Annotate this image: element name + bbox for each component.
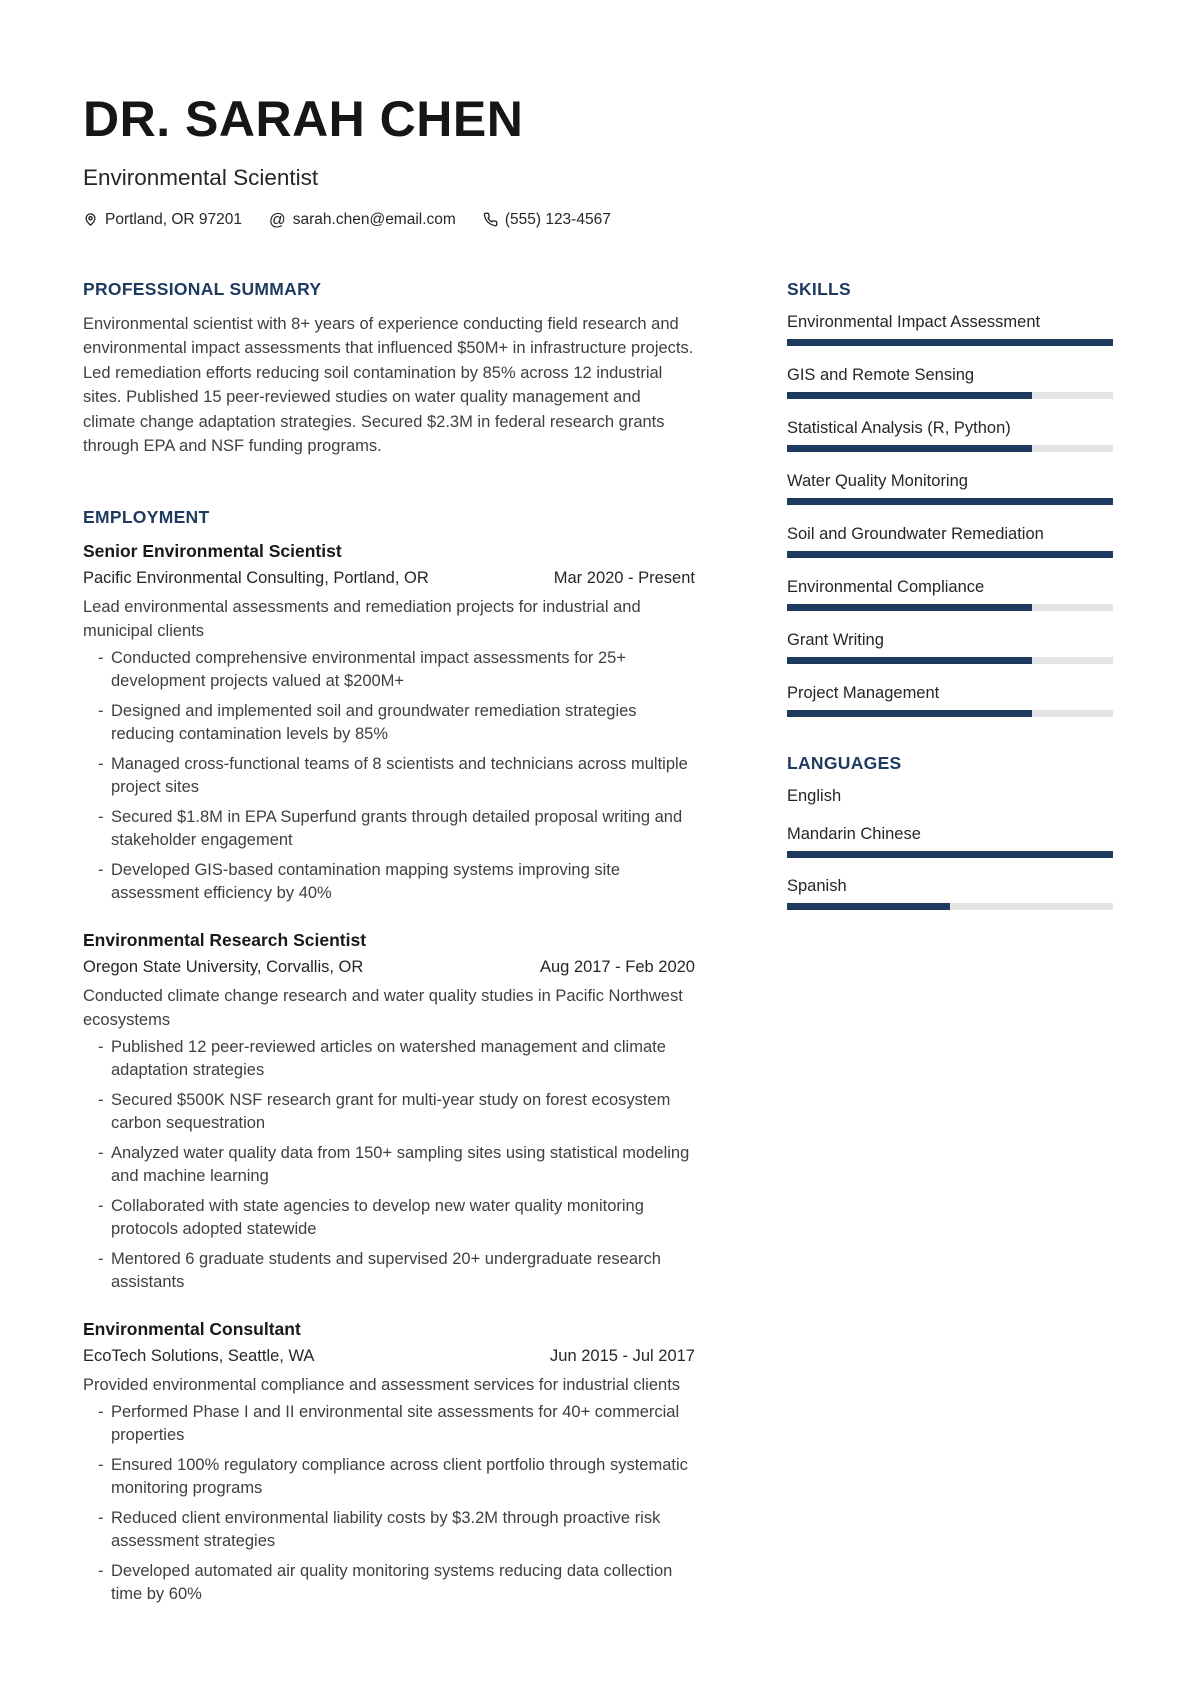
- job-meta: [83, 957, 695, 978]
- main-column: [83, 279, 695, 1630]
- bullet-item: - Ensured 100% regulatory compliance across client portfolio through systematic monitoring programs: [83, 1454, 695, 1501]
- contact-phone: [483, 211, 611, 229]
- skill-item: [787, 365, 1113, 399]
- skill-item: [787, 630, 1113, 664]
- skill-bar-fill: [787, 710, 1032, 717]
- language-label: Mandarin Chinese: [787, 824, 921, 843]
- bullet-item: - Published 12 peer-reviewed articles on watershed management and climate adaptation strategies: [83, 1036, 695, 1083]
- bullet-item: - Developed GIS-based contamination mapping systems improving site assessment efficiency by 40%: [83, 859, 695, 906]
- sidebar-column: [787, 279, 1113, 1630]
- job-dates: Aug 2017 - Feb 2020: [539, 957, 695, 976]
- job-company: Pacific Environmental Consulting, Portland, OR: [83, 568, 429, 587]
- language-item: [787, 824, 1113, 858]
- skill-bar: [787, 392, 1113, 399]
- bullet-item: - Analyzed water quality data from 150+ sampling sites using statistical modeling and machine learning: [83, 1142, 695, 1189]
- skill-label: Project Management: [787, 683, 940, 702]
- language-bar-fill: [787, 851, 1113, 858]
- skill-label: Statistical Analysis (R, Python): [787, 418, 1011, 437]
- skill-item: [787, 577, 1113, 611]
- job-description: Conducted climate change research and water quality studies in Pacific Northwest ecosystems: [83, 986, 683, 1029]
- skill-label: GIS and Remote Sensing: [787, 365, 975, 384]
- section-skills: [787, 279, 1113, 717]
- bullet-item: - Secured $1.8M in EPA Superfund grants through detailed proposal writing and stakeholder engagement: [83, 806, 695, 853]
- skill-bar: [787, 604, 1113, 611]
- skill-label: Water Quality Monitoring: [787, 471, 968, 490]
- bullet-item: - Performed Phase I and II environmental site assessments for 40+ commercial properties: [83, 1401, 695, 1448]
- skill-item: [787, 312, 1113, 346]
- job-title: Environmental Research Scientist: [83, 929, 367, 950]
- skill-item: [787, 471, 1113, 505]
- skill-bar-fill: [787, 339, 1113, 346]
- person-job-title: Environmental Scientist: [83, 165, 319, 190]
- contact-location-text: Portland, OR 97201: [105, 210, 243, 228]
- bullet-item: - Mentored 6 graduate students and supervised 20+ undergraduate research assistants: [83, 1248, 695, 1295]
- job-entry: [83, 1318, 695, 1607]
- skill-bar-fill: [787, 657, 1032, 664]
- at-sign-icon: @: [269, 210, 286, 229]
- skills-heading: SKILLS: [787, 278, 852, 299]
- map-pin-icon: [83, 212, 98, 227]
- skill-bar: [787, 657, 1113, 664]
- language-label: English: [787, 786, 842, 805]
- skill-item: [787, 418, 1113, 452]
- language-item: [787, 786, 1113, 806]
- skill-label: Grant Writing: [787, 630, 884, 649]
- content-columns: [83, 279, 1113, 1630]
- person-name: DR. SARAH CHEN: [83, 91, 524, 147]
- job-dates: Jun 2015 - Jul 2017: [550, 1346, 695, 1365]
- job-meta: [83, 1346, 695, 1367]
- job-entry: [83, 929, 695, 1295]
- language-bar: [787, 903, 1113, 910]
- skill-bar: [787, 445, 1113, 452]
- skill-bar-fill: [787, 551, 1113, 558]
- bullet-item: - Designed and implemented soil and groundwater remediation strategies reducing contamination levels by 85%: [83, 700, 695, 747]
- skill-bar: [787, 339, 1113, 346]
- contact-location: [83, 211, 242, 229]
- job-entry: [83, 540, 695, 906]
- bullet-item: - Collaborated with state agencies to develop new water quality monitoring protocols adopted statewide: [83, 1195, 695, 1242]
- job-bullet-list: [83, 647, 695, 906]
- section-languages: [787, 753, 1113, 910]
- language-bar-fill: [787, 903, 950, 910]
- job-company: Oregon State University, Corvallis, OR: [83, 957, 364, 976]
- job-title: Senior Environmental Scientist: [83, 540, 342, 561]
- job-dates: Mar 2020 - Present: [553, 568, 695, 587]
- phone-icon: [483, 212, 498, 227]
- job-company: EcoTech Solutions, Seattle, WA: [83, 1346, 315, 1365]
- summary-text: Environmental scientist with 8+ years of experience conducting field research and environmental impact assessments that influenced $50M+ in infrastructure projects. Led remediation efforts reducing soil contamination by 85% across 12 industrial sites. Published 15 peer-reviewed studies on water quality management and climate change adaptation strategies. Secured $2.3M in federal research grants through EPA and NSF funding programs.: [83, 314, 694, 456]
- skill-label: Soil and Groundwater Remediation: [787, 524, 1044, 543]
- skill-label: Environmental Impact Assessment: [787, 312, 1041, 331]
- languages-heading: LANGUAGES: [787, 752, 902, 773]
- contact-row: [83, 211, 1113, 229]
- skill-bar: [787, 710, 1113, 717]
- resume-header: [83, 91, 1113, 229]
- job-title: Environmental Consultant: [83, 1318, 301, 1339]
- bullet-item: - Developed automated air quality monitoring systems reducing data collection time by 60%: [83, 1560, 695, 1607]
- skill-bar: [787, 498, 1113, 505]
- skill-item: [787, 524, 1113, 558]
- skill-label: Environmental Compliance: [787, 577, 985, 596]
- bullet-item: - Managed cross-functional teams of 8 scientists and technicians across multiple project sites: [83, 753, 695, 800]
- skill-bar-fill: [787, 604, 1032, 611]
- employment-heading: EMPLOYMENT: [83, 506, 210, 527]
- job-description: Lead environmental assessments and remediation projects for industrial and municipal clients: [83, 597, 641, 640]
- language-label: Spanish: [787, 876, 847, 895]
- job-meta: [83, 568, 695, 589]
- contact-phone-text: (555) 123-4567: [504, 210, 611, 228]
- job-description: Provided environmental compliance and assessment services for industrial clients: [83, 1375, 681, 1394]
- contact-email-text: sarah.chen@email.com: [292, 210, 456, 228]
- bullet-item: - Reduced client environmental liability costs by $3.2M through proactive risk assessment strategies: [83, 1507, 695, 1554]
- skill-bar: [787, 551, 1113, 558]
- skill-item: [787, 683, 1113, 717]
- bullet-item: - Conducted comprehensive environmental impact assessments for 25+ development projects valued at $200M+: [83, 647, 695, 694]
- bullet-item: - Secured $500K NSF research grant for multi-year study on forest ecosystem carbon sequestration: [83, 1089, 695, 1136]
- skill-bar-fill: [787, 498, 1113, 505]
- skill-bar-fill: [787, 445, 1032, 452]
- summary-heading: PROFESSIONAL SUMMARY: [83, 278, 322, 299]
- skill-bar-fill: [787, 392, 1032, 399]
- job-bullet-list: [83, 1401, 695, 1607]
- job-bullet-list: [83, 1036, 695, 1295]
- section-employment: [83, 507, 695, 1607]
- language-bar: [787, 851, 1113, 858]
- contact-email: [269, 211, 456, 229]
- language-item: [787, 876, 1113, 910]
- section-professional-summary: [83, 279, 695, 459]
